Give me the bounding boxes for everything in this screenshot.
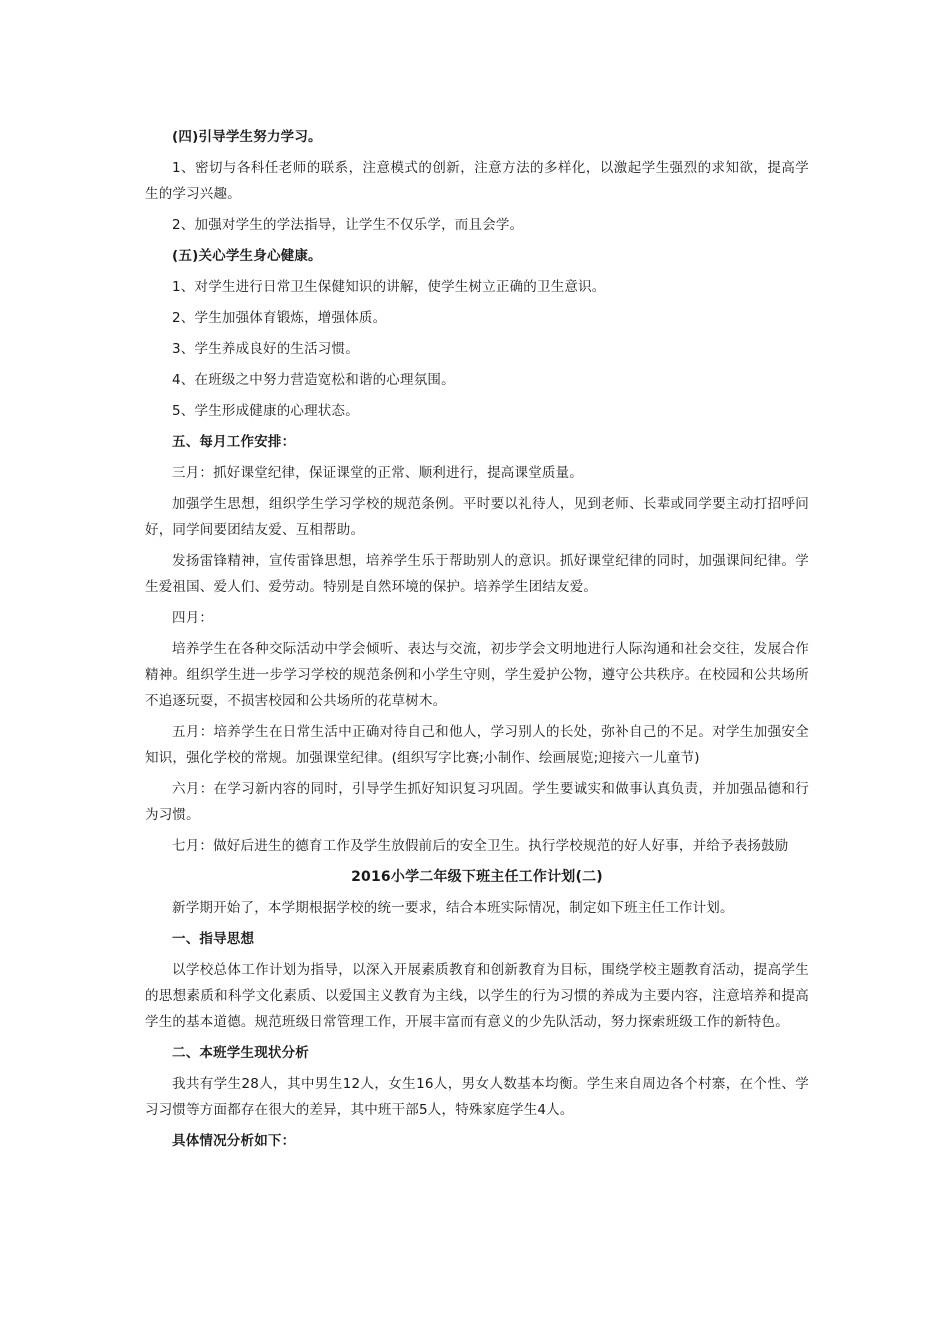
section-heading: (四)引导学生努力学习。: [172, 129, 322, 145]
section-heading: 一、指导思想: [172, 931, 255, 947]
paragraph: 五月：培养学生在日常生活中正确对待自己和他人，学习别人的长处，弥补自己的不足。对学生加强安全知识，强化学校的常规。加强课堂纪律。(组织写字比赛;小制作、绘画展览;迎接六一儿童节): [145, 724, 809, 766]
paragraph: 六月：在学习新内容的同时，引导学生抓好知识复习巩固。学生要诚实和做事认真负责，并加强品德和行为习惯。: [145, 781, 809, 823]
paragraph: 1、密切与各科任老师的联系，注意模式的创新，注意方法的多样化，以激起学生强烈的求知欲，提高学生的学习兴趣。: [145, 160, 809, 202]
document-title: 2016小学二年级下班主任工作计划(二): [351, 869, 603, 885]
section-heading: 二、本班学生现状分析: [172, 1045, 309, 1061]
document-body: [145, 124, 809, 1159]
paragraph: 以学校总体工作计划为指导，以深入开展素质教育和创新教育为目标，围绕学校主题教育活动，提高学生的思想素质和科学文化素质、以爱国主义教育为主线，以学生的行为习惯的养成为主要内容，注意培养和提高学生的基本道德。规范班级日常管理工作，开展丰富而有意义的少先队活动，努力探索班级工作的新特色。: [145, 962, 809, 1030]
section-heading: 五、每月工作安排：: [172, 434, 296, 450]
paragraph: 我共有学生28人，其中男生12人，女生16人，男女人数基本均衡。学生来自周边各个村寨，在个性、学习习惯等方面都存在很大的差异，其中班干部5人，特殊家庭学生4人。: [145, 1076, 809, 1118]
paragraph: 3、学生养成良好的生活习惯。: [172, 341, 359, 357]
paragraph: 发扬雷锋精神，宣传雷锋思想，培养学生乐于帮助别人的意识。抓好课堂纪律的同时，加强课间纪律。学生爱祖国、爱人们、爱劳动。特别是自然环境的保护。培养学生团结友爱。: [145, 553, 809, 595]
paragraph: 4、在班级之中努力营造宽松和谐的心理氛围。: [172, 372, 455, 388]
paragraph: 2、加强对学生的学法指导，让学生不仅乐学，而且会学。: [172, 217, 524, 233]
paragraph: 四月：: [172, 610, 214, 626]
paragraph: 1、对学生进行日常卫生保健知识的讲解，使学生树立正确的卫生意识。: [172, 279, 606, 295]
paragraph: 培养学生在各种交际活动中学会倾听、表达与交流，初步学会文明地进行人际沟通和社会交往，发展合作精神。组织学生进一步学习学校的规范条例和小学生守则，学生爱护公物，遵守公共秩序。在校园和公共场所不追逐玩耍，不损害校园和公共场所的花草树木。: [145, 641, 809, 709]
paragraph: 新学期开始了，本学期根据学校的统一要求，结合本班实际情况，制定如下班主任工作计划。: [172, 900, 734, 916]
paragraph: 加强学生思想，组织学生学习学校的规范条例。平时要以礼待人，见到老师、长辈或同学要主动打招呼问好，同学间要团结友爱、互相帮助。: [145, 496, 809, 538]
section-heading: (五)关心学生身心健康。: [172, 248, 322, 264]
paragraph: 5、学生形成健康的心理状态。: [172, 403, 359, 419]
paragraph: 七月：做好后进生的德育工作及学生放假前后的安全卫生。执行学校规范的好人好事，并给予表扬鼓励: [172, 838, 789, 854]
paragraph: 2、学生加强体育锻炼，增强体质。: [172, 310, 387, 326]
paragraph: 三月：抓好课堂纪律，保证课堂的正常、顺利进行，提高课堂质量。: [172, 465, 583, 481]
section-heading: 具体情况分析如下：: [172, 1133, 296, 1149]
